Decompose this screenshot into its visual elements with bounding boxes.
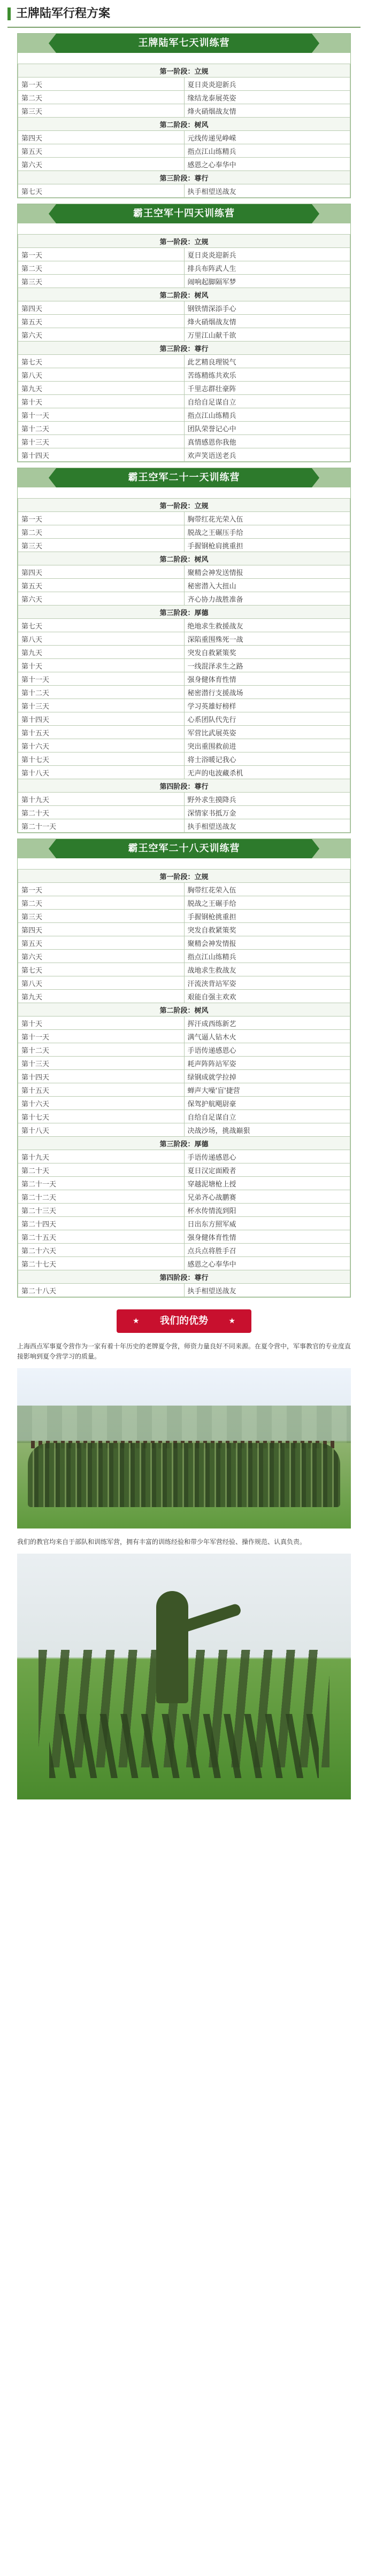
day-cell: 第六天 [18, 592, 185, 606]
activity-cell: 绝地求生救援战友 [184, 619, 350, 632]
activity-cell: 无声的电波藏杀机 [184, 766, 350, 779]
phase-label: 第四阶段：尊行 [18, 1270, 350, 1284]
table-row [18, 1083, 350, 1097]
camp-banner [18, 34, 350, 53]
day-cell: 第二十六天 [18, 1244, 185, 1257]
day-cell: 第四天 [18, 301, 185, 315]
day-cell: 第十四天 [18, 712, 185, 726]
phase-row [18, 779, 350, 793]
activity-cell: 汗流浃背站军姿 [184, 976, 350, 990]
table-row [18, 1257, 350, 1270]
activity-cell: 突发自救紧策奖 [184, 646, 350, 659]
table-row [18, 275, 350, 288]
activity-cell: 蝉声大噪'盲'捷营 [184, 1083, 350, 1097]
table-row [18, 422, 350, 435]
table-row [18, 355, 350, 368]
day-cell: 第十四天 [18, 1070, 185, 1083]
day-cell: 第二十一天 [18, 1177, 185, 1190]
camp-title: 霸王空军十四天训练营 [56, 204, 312, 223]
phase-row [18, 235, 350, 248]
phase-row [18, 552, 350, 565]
activity-cell: 穿越泥塘枪上授 [184, 1177, 350, 1190]
activity-cell: 保驾护航飓尉豪 [184, 1097, 350, 1110]
activity-cell: 挥汗成西练新艺 [184, 1017, 350, 1030]
activity-cell: 夏日汉定面殿者 [184, 1163, 350, 1177]
activity-cell: 感恩之心奉华中 [184, 1257, 350, 1270]
table-row [18, 315, 350, 328]
activity-cell: 脱战之王碾手给 [184, 896, 350, 910]
activity-cell: 指点江山练精兵 [184, 950, 350, 963]
day-cell: 第二天 [18, 525, 185, 539]
day-cell: 第九天 [18, 646, 185, 659]
table-row [18, 184, 350, 198]
phase-row [18, 499, 350, 512]
table-row [18, 435, 350, 448]
table-row [18, 896, 350, 910]
table-row [18, 619, 350, 632]
activity-cell: 心系团队代先行 [184, 712, 350, 726]
camp-gap [18, 53, 350, 64]
phase-label: 第二阶段：树风 [18, 552, 350, 565]
page-title: 王牌陆军行程方案 [16, 7, 111, 20]
activity-cell: 聚精会神发送情报 [184, 565, 350, 579]
activity-cell: 突出重围救前进 [184, 739, 350, 752]
page-header [7, 0, 361, 28]
camp-banner [18, 204, 350, 223]
training-photo [17, 1554, 351, 1799]
phase-row [18, 1270, 350, 1284]
activity-cell: 绿钢成就学拉掉 [184, 1070, 350, 1083]
activity-cell: 执手相望送战友 [184, 1284, 350, 1297]
activity-cell: 点兵点将胜手召 [184, 1244, 350, 1257]
activity-cell: 满气逼人钻木火 [184, 1030, 350, 1043]
day-cell: 第十二天 [18, 422, 185, 435]
activity-cell: 野外求生摸降兵 [184, 793, 350, 806]
table-row [18, 806, 350, 819]
day-cell: 第二十四天 [18, 1217, 185, 1230]
day-cell: 第十八天 [18, 766, 185, 779]
table-row [18, 1017, 350, 1030]
activity-cell: 手握钢枪肩挑重担 [184, 539, 350, 552]
table-row [18, 936, 350, 950]
day-cell: 第十六天 [18, 1097, 185, 1110]
day-cell: 第二十三天 [18, 1204, 185, 1217]
day-cell: 第二天 [18, 91, 185, 104]
table-row [18, 77, 350, 91]
day-cell: 第十三天 [18, 1057, 185, 1070]
phase-row [18, 1003, 350, 1017]
table-row [18, 1204, 350, 1217]
activity-cell: 决战沙场，挑战巅狠 [184, 1123, 350, 1137]
table-row [18, 131, 350, 144]
phase-label: 第四阶段：尊行 [18, 779, 350, 793]
phase-label: 第二阶段：树风 [18, 1003, 350, 1017]
day-cell: 第十三天 [18, 699, 185, 712]
activity-cell: 秘密潜入大扭山 [184, 579, 350, 592]
activity-cell: 耗声阵阵站军姿 [184, 1057, 350, 1070]
day-cell: 第一天 [18, 883, 185, 896]
activity-cell: 此艺精良理锐气 [184, 355, 350, 368]
cadets-front-row [49, 1714, 319, 1778]
activity-cell: 自给自足谋自立 [184, 1110, 350, 1123]
activity-cell: 手语传递感恩心 [184, 1043, 350, 1057]
camp-section [17, 204, 351, 462]
day-cell: 第三天 [18, 910, 185, 923]
phase-row [18, 171, 350, 184]
activity-cell: 自给自足谋自立 [184, 395, 350, 408]
activity-cell: 夏日炎炎迎新兵 [184, 248, 350, 261]
table-row [18, 104, 350, 118]
table-row [18, 448, 350, 462]
day-cell: 第二天 [18, 896, 185, 910]
table-row [18, 382, 350, 395]
table-row [18, 976, 350, 990]
table-row [18, 963, 350, 976]
table-row [18, 368, 350, 382]
advantages-paragraph-1: 上海西点军事夏令营作为一家有着十年历史的老牌夏令营，师资力量良好不同来源。在夏令营中，军事教官的专业度直接影响到夏令营学习的质量。 [17, 1343, 351, 1360]
table-row [18, 1123, 350, 1137]
table-row [18, 512, 350, 525]
star-icon: ★ [133, 1317, 140, 1325]
day-cell: 第十一天 [18, 672, 185, 686]
day-cell: 第二天 [18, 261, 185, 275]
schedule-table [18, 869, 350, 1297]
phase-row [18, 288, 350, 301]
day-cell: 第二十五天 [18, 1230, 185, 1244]
day-cell: 第十五天 [18, 726, 185, 739]
activity-cell: 日出东方照军威 [184, 1217, 350, 1230]
camp-section [17, 839, 351, 1298]
day-cell: 第七天 [18, 963, 185, 976]
header-accent-bar [7, 7, 11, 20]
day-cell: 第三天 [18, 104, 185, 118]
day-cell: 第九天 [18, 990, 185, 1003]
day-cell: 第六天 [18, 158, 185, 171]
day-cell: 第十八天 [18, 1123, 185, 1137]
table-row [18, 883, 350, 896]
table-row [18, 1190, 350, 1204]
advantages-title-text: 我们的优势 [160, 1315, 208, 1326]
table-row [18, 819, 350, 833]
table-row [18, 525, 350, 539]
activity-cell: 深情家书抵万金 [184, 806, 350, 819]
day-cell: 第八天 [18, 976, 185, 990]
activity-cell: 指点江山练精兵 [184, 408, 350, 422]
advantages-title [117, 1309, 251, 1333]
table-row [18, 910, 350, 923]
day-cell: 第五天 [18, 144, 185, 158]
day-cell: 第十九天 [18, 793, 185, 806]
day-cell: 第四天 [18, 565, 185, 579]
camps-container [0, 33, 368, 1298]
activity-cell: 夏日炎炎迎新兵 [184, 77, 350, 91]
table-row [18, 565, 350, 579]
activity-cell: 胸带红花光荣入伍 [184, 512, 350, 525]
day-cell: 第七天 [18, 355, 185, 368]
table-row [18, 1244, 350, 1257]
table-row [18, 1097, 350, 1110]
table-row [18, 579, 350, 592]
activity-cell: 脱战之王碾压手给 [184, 525, 350, 539]
activity-cell: 执手相望送战友 [184, 184, 350, 198]
table-row [18, 699, 350, 712]
activity-cell: 强身健体育性情 [184, 1230, 350, 1244]
activity-cell: 闹响起脚隔军梦 [184, 275, 350, 288]
table-row [18, 632, 350, 646]
table-row [18, 646, 350, 659]
table-row [18, 1177, 350, 1190]
activity-cell: 齐心协力战胜准备 [184, 592, 350, 606]
phase-label: 第一阶段：立规 [18, 64, 350, 77]
table-row [18, 539, 350, 552]
camp-title: 霸王空军二十一天训练营 [56, 468, 312, 487]
activity-cell: 欢声笑语送老兵 [184, 448, 350, 462]
schedule-table [18, 64, 350, 198]
activity-cell: 深陷重围殊死一战 [184, 632, 350, 646]
phase-row [18, 870, 350, 883]
table-row [18, 1217, 350, 1230]
day-cell: 第十三天 [18, 435, 185, 448]
day-cell: 第十九天 [18, 1150, 185, 1163]
day-cell: 第三天 [18, 275, 185, 288]
phase-row [18, 118, 350, 131]
day-cell: 第五天 [18, 936, 185, 950]
phase-label: 第三阶段：尊行 [18, 171, 350, 184]
activity-cell: 团队荣誉记心中 [184, 422, 350, 435]
activity-cell: 元线传递见峥嵘 [184, 131, 350, 144]
table-row [18, 950, 350, 963]
phase-row [18, 606, 350, 619]
table-row [18, 328, 350, 342]
table-row [18, 766, 350, 779]
camp-title: 王牌陆军七天训练营 [56, 34, 312, 53]
day-cell: 第二十一天 [18, 819, 185, 833]
activity-cell: 指点江山练精兵 [184, 144, 350, 158]
phase-label: 第二阶段：树风 [18, 288, 350, 301]
activity-cell: 一线混泽求生之路 [184, 659, 350, 672]
activity-cell: 执手相望送战友 [184, 819, 350, 833]
schedule-table [18, 498, 350, 833]
table-row [18, 301, 350, 315]
activity-cell: 战地求生救战友 [184, 963, 350, 976]
day-cell: 第四天 [18, 131, 185, 144]
camp-gap [18, 223, 350, 234]
phase-label: 第一阶段：立规 [18, 235, 350, 248]
day-cell: 第十七天 [18, 1110, 185, 1123]
activity-cell: 钢铁情深添手心 [184, 301, 350, 315]
table-row [18, 1150, 350, 1163]
day-cell: 第十二天 [18, 686, 185, 699]
table-row [18, 686, 350, 699]
table-row [18, 752, 350, 766]
day-cell: 第一天 [18, 77, 185, 91]
activity-cell: 军营比武展英姿 [184, 726, 350, 739]
cadets-group [28, 1443, 340, 1507]
activity-cell: 真情感恩你我他 [184, 435, 350, 448]
schedule-table [18, 234, 350, 462]
table-row [18, 248, 350, 261]
advantages-paragraph-2: 我们的教官均来自于部队和训练军营，拥有丰富的训练经验和带少年军营经验、操作规范、认真负责。 [17, 1538, 306, 1546]
day-cell: 第十天 [18, 1017, 185, 1030]
table-row [18, 739, 350, 752]
table-row [18, 1230, 350, 1244]
table-row [18, 659, 350, 672]
day-cell: 第六天 [18, 950, 185, 963]
camp-banner [18, 839, 350, 858]
day-cell: 第一天 [18, 512, 185, 525]
phase-row [18, 342, 350, 355]
phase-row [18, 1137, 350, 1150]
phase-label: 第一阶段：立规 [18, 870, 350, 883]
day-cell: 第十天 [18, 395, 185, 408]
table-row [18, 408, 350, 422]
camp-title: 霸王空军二十八天训练营 [56, 839, 312, 858]
activity-cell: 手语传递感恩心 [184, 1150, 350, 1163]
day-cell: 第七天 [18, 619, 185, 632]
group-photo [17, 1368, 351, 1528]
table-row [18, 726, 350, 739]
day-cell: 第十天 [18, 659, 185, 672]
day-cell: 第四天 [18, 923, 185, 936]
day-cell: 第三天 [18, 539, 185, 552]
activity-cell: 感恩之心奉华中 [184, 158, 350, 171]
activity-cell: 强身健体育性情 [184, 672, 350, 686]
day-cell: 第十五天 [18, 1083, 185, 1097]
table-row [18, 923, 350, 936]
activity-cell: 排兵布阵武人生 [184, 261, 350, 275]
table-row [18, 158, 350, 171]
table-row [18, 144, 350, 158]
day-cell: 第十七天 [18, 752, 185, 766]
trees-background [17, 1406, 351, 1443]
activity-cell: 缘结龙泰展英姿 [184, 91, 350, 104]
activity-cell: 烽火硝烟战友情 [184, 315, 350, 328]
day-cell: 第十四天 [18, 448, 185, 462]
activity-cell: 学习英雄好榜样 [184, 699, 350, 712]
camp-section [17, 33, 351, 198]
table-row [18, 91, 350, 104]
table-row [18, 395, 350, 408]
day-cell: 第五天 [18, 315, 185, 328]
day-cell: 第八天 [18, 632, 185, 646]
day-cell: 第八天 [18, 368, 185, 382]
table-row [18, 261, 350, 275]
activity-cell: 胸带红花荣入伍 [184, 883, 350, 896]
table-row [18, 712, 350, 726]
day-cell: 第五天 [18, 579, 185, 592]
day-cell: 第十一天 [18, 1030, 185, 1043]
activity-cell: 秘密潜行支援战场 [184, 686, 350, 699]
day-cell: 第一天 [18, 248, 185, 261]
day-cell: 第十一天 [18, 408, 185, 422]
day-cell: 第十六天 [18, 739, 185, 752]
table-row [18, 1030, 350, 1043]
table-row [18, 1284, 350, 1297]
table-row [18, 990, 350, 1003]
table-row [18, 1057, 350, 1070]
phase-label: 第一阶段：立规 [18, 499, 350, 512]
day-cell: 第二十天 [18, 806, 185, 819]
lead-cadet [156, 1591, 188, 1703]
table-row [18, 1043, 350, 1057]
table-row [18, 1163, 350, 1177]
day-cell: 第二十天 [18, 1163, 185, 1177]
phase-label: 第三阶段：尊行 [18, 342, 350, 355]
day-cell: 第二十七天 [18, 1257, 185, 1270]
table-row [18, 672, 350, 686]
activity-cell: 将士浴暖记我心 [184, 752, 350, 766]
table-row [18, 592, 350, 606]
camp-gap [18, 858, 350, 869]
activity-cell: 千里志群壮豪阵 [184, 382, 350, 395]
camp-banner [18, 468, 350, 487]
day-cell: 第七天 [18, 184, 185, 198]
day-cell: 第二十二天 [18, 1190, 185, 1204]
activity-cell: 手握钢枪挑重担 [184, 910, 350, 923]
day-cell: 第十二天 [18, 1043, 185, 1057]
table-row [18, 793, 350, 806]
day-cell: 第六天 [18, 328, 185, 342]
activity-cell: 艰能自强主欢欢 [184, 990, 350, 1003]
day-cell: 第二十八天 [18, 1284, 185, 1297]
activity-cell: 万里江山献千欲 [184, 328, 350, 342]
activity-cell: 聚精会神发情报 [184, 936, 350, 950]
star-icon: ★ [228, 1317, 235, 1325]
camp-section [17, 468, 351, 833]
activity-cell: 兄弟齐心战鹏赛 [184, 1190, 350, 1204]
phase-label: 第三阶段：厚德 [18, 606, 350, 619]
camp-gap [18, 487, 350, 498]
activity-cell: 苦练精练共欢乐 [184, 368, 350, 382]
phase-row [18, 64, 350, 77]
day-cell: 第九天 [18, 382, 185, 395]
phase-label: 第二阶段：树风 [18, 118, 350, 131]
activity-cell: 烽火硝烟战友情 [184, 104, 350, 118]
activity-cell: 杯水传情流到阳 [184, 1204, 350, 1217]
table-row [18, 1070, 350, 1083]
table-row [18, 1110, 350, 1123]
phase-label: 第三阶段：厚德 [18, 1137, 350, 1150]
activity-cell: 突发自救紧策奖 [184, 923, 350, 936]
